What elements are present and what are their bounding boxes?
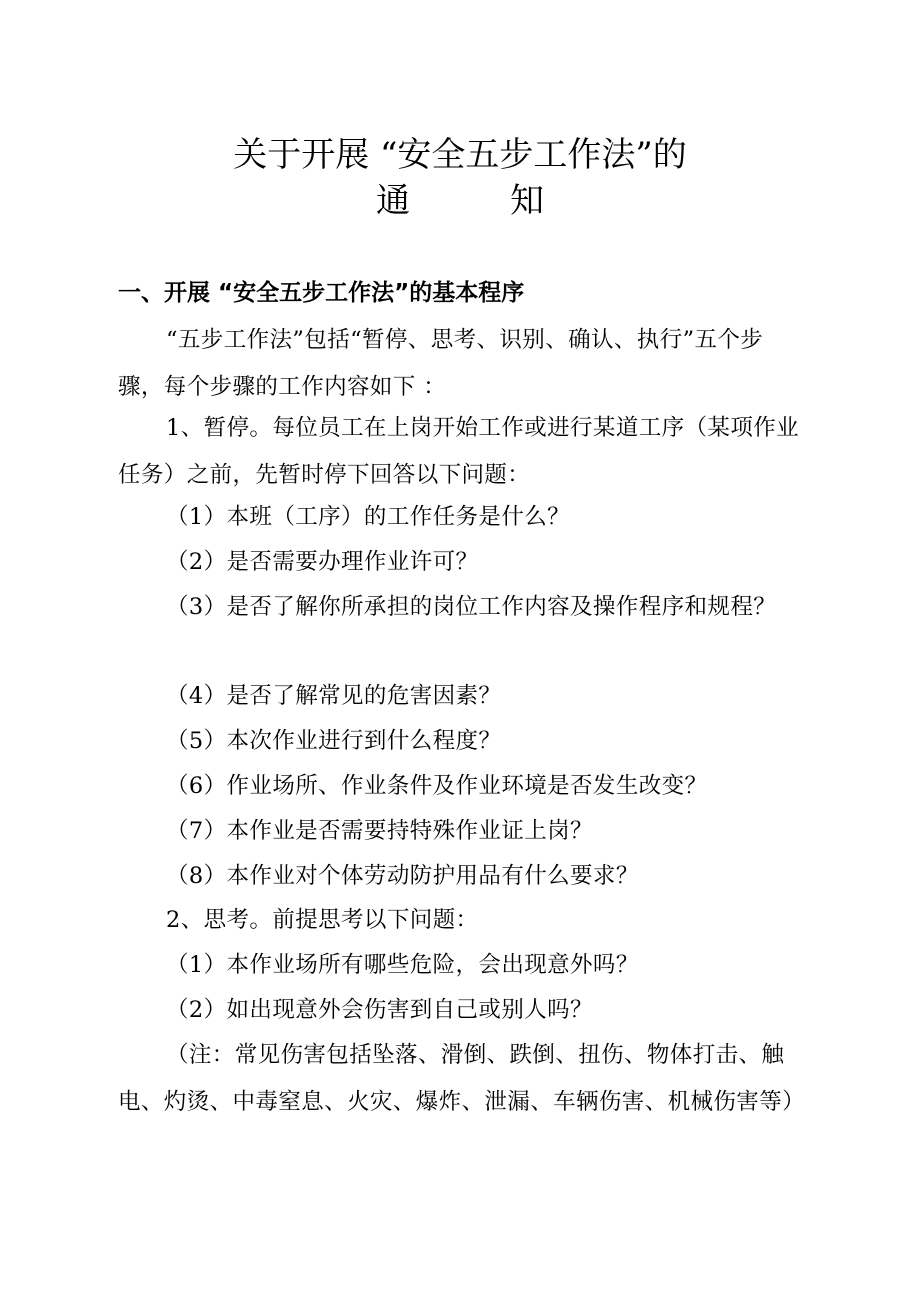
step1-paragraph: 1、暂停。每位员工在上岗开始工作或进行某道工序（某项作业任务）之前，先暂时停下回答以下问题： — [118, 415, 800, 488]
step1-question: （5）本次作业进行到什么程度？ — [166, 728, 502, 754]
step1-question: （7）本作业是否需要持特殊作业证上岗？ — [166, 818, 593, 844]
title-char-tong: 通 — [376, 181, 410, 221]
step1-question: （6）作业场所、作业条件及作业环境是否发生改变？ — [166, 773, 708, 799]
step2-question: （1）本作业场所有哪些危险，会出现意外吗？ — [166, 952, 639, 978]
step1-question: （2）是否需要办理作业许可？ — [166, 549, 479, 575]
document-title-line1: 关于开展 “安全五步工作法”的 — [233, 135, 687, 175]
step1-question: （3）是否了解你所承担的岗位工作内容及操作程序和规程？ — [166, 594, 777, 620]
title-char-zhi: 知 — [510, 181, 544, 221]
document-title-line2 — [0, 181, 920, 221]
step1-question: （1）本班（工序）的工作任务是什么？ — [166, 504, 571, 530]
section-heading: 一、开展 “安全五步工作法”的基本程序 — [118, 280, 525, 306]
intro-paragraph: “五步工作法”包括“暂停、思考、识别、确认、执行”五个步骤，每个步骤的工作内容如下 ： — [118, 327, 764, 400]
injury-note: （注：常见伤害包括坠落、滑倒、跌倒、扭伤、物体打击、触电、灼烫、中毒窒息、火灾、爆炸、泄漏、车辆伤害、机械伤害等） — [118, 1042, 806, 1115]
step2-question: （2）如出现意外会伤害到自己或别人吗？ — [166, 997, 593, 1023]
step1-question: （8）本作业对个体劳动防护用品有什么要求？ — [166, 863, 639, 889]
step1-question: （4）是否了解常见的危害因素？ — [166, 683, 502, 709]
step2-paragraph: 2、思考。前提思考以下问题： — [166, 907, 479, 933]
